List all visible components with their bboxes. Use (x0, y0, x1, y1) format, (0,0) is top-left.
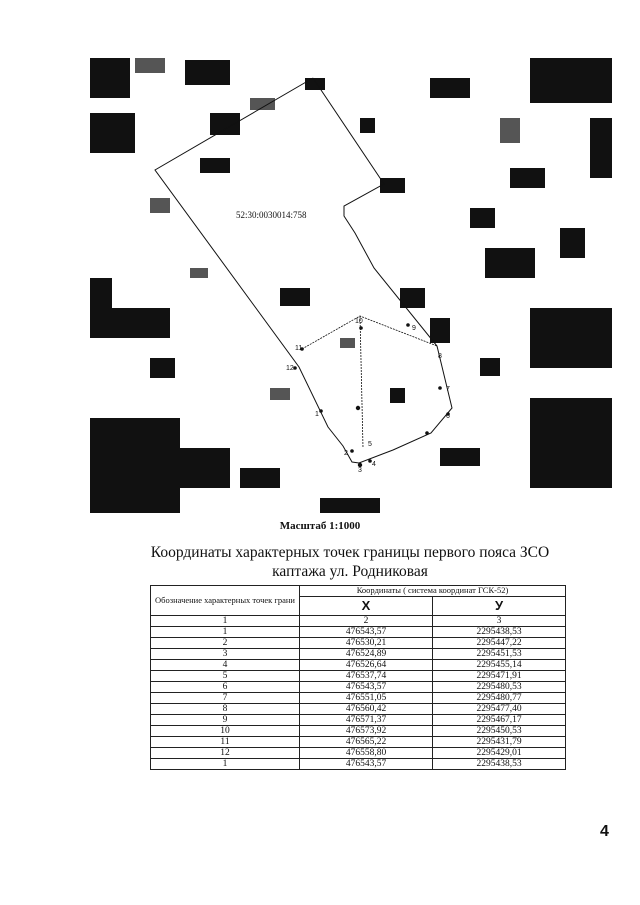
point-number-cell: 1 (151, 626, 300, 637)
point-label: 10 (355, 318, 363, 325)
x-coordinate-cell: 476551,05 (300, 692, 433, 703)
y-coordinate-cell: 2295480,77 (433, 692, 566, 703)
title-line-2: каптажа ул. Родниковая (272, 563, 428, 580)
point-label: 7 (446, 386, 450, 393)
x-coordinate-cell: 476543,57 (300, 681, 433, 692)
point-number-cell: 11 (151, 736, 300, 747)
point-label: 5 (368, 441, 372, 448)
y-coordinate-cell: 2295455,14 (433, 659, 566, 670)
x-coordinate-cell: 476560,42 (300, 703, 433, 714)
point-number-cell: 1 (151, 758, 300, 769)
y-coordinate-cell: 2295451,53 (433, 648, 566, 659)
coordinates-table (150, 585, 566, 770)
point-number-cell: 9 (151, 714, 300, 725)
point-number-cell: 12 (151, 747, 300, 758)
header-point-designation: Обозначение характерных точек грани (151, 586, 300, 616)
map-scale: Масштаб 1:1000 (279, 520, 361, 532)
x-coordinate-cell: 476526,64 (300, 659, 433, 670)
y-coordinate-cell: 2295447,22 (433, 637, 566, 648)
point-label: 2 (344, 450, 348, 457)
table-row (151, 692, 566, 703)
cadastral-map (90, 58, 612, 513)
table-row (151, 626, 566, 637)
table-row (151, 637, 566, 648)
y-coordinate-cell: 2295477,40 (433, 703, 566, 714)
col-number: 2 (300, 615, 433, 626)
point-label: 11 (295, 345, 303, 352)
point-label: 1 (315, 411, 319, 418)
point-number-cell: 2 (151, 637, 300, 648)
point-number-cell: 3 (151, 648, 300, 659)
table-row (151, 703, 566, 714)
point-label: 8 (438, 353, 442, 360)
point-label: 3 (358, 467, 362, 474)
table-row (151, 681, 566, 692)
x-coordinate-cell: 476524,89 (300, 648, 433, 659)
coordinates-title (130, 543, 570, 581)
table-row (151, 736, 566, 747)
point-number-cell: 6 (151, 681, 300, 692)
col-number: 1 (151, 615, 300, 626)
y-coordinate-cell: 2295438,53 (433, 758, 566, 769)
x-coordinate-cell: 476543,57 (300, 626, 433, 637)
table-row (151, 758, 566, 769)
y-coordinate-cell: 2295450,53 (433, 725, 566, 736)
title-line-1: Координаты характерных точек границы первого пояса ЗСО (150, 544, 550, 561)
x-coordinate-cell: 476530,21 (300, 637, 433, 648)
point-number-cell: 4 (151, 659, 300, 670)
x-coordinate-cell: 476571,37 (300, 714, 433, 725)
table-row (151, 659, 566, 670)
point-label: 9 (412, 325, 416, 332)
x-coordinate-cell: 476537,74 (300, 670, 433, 681)
x-coordinate-cell: 476565,22 (300, 736, 433, 747)
y-coordinate-cell: 2295467,17 (433, 714, 566, 725)
table-row (151, 714, 566, 725)
cadastral-number-label: 52:30:0030014:758 (236, 210, 307, 220)
y-coordinate-cell: 2295431,79 (433, 736, 566, 747)
col-number: 3 (433, 615, 566, 626)
table-row (151, 725, 566, 736)
table-row (151, 648, 566, 659)
point-label: 6 (446, 413, 450, 420)
point-label: 12 (286, 365, 294, 372)
point-label: 4 (372, 461, 376, 468)
y-coordinate-cell: 2295471,91 (433, 670, 566, 681)
x-coordinate-cell: 476543,57 (300, 758, 433, 769)
header-y: У (433, 596, 566, 615)
header-x: X (300, 596, 433, 615)
x-coordinate-cell: 476573,92 (300, 725, 433, 736)
y-coordinate-cell: 2295480,53 (433, 681, 566, 692)
point-number-cell: 7 (151, 692, 300, 703)
table-row (151, 670, 566, 681)
point-number-cell: 8 (151, 703, 300, 714)
header-coordinates: Координаты ( система координат ГСК-52) (300, 586, 566, 597)
x-coordinate-cell: 476558,80 (300, 747, 433, 758)
table-row (151, 747, 566, 758)
point-number-cell: 10 (151, 725, 300, 736)
y-coordinate-cell: 2295429,01 (433, 747, 566, 758)
y-coordinate-cell: 2295438,53 (433, 626, 566, 637)
point-number-cell: 5 (151, 670, 300, 681)
page-number: 4 (600, 823, 609, 840)
